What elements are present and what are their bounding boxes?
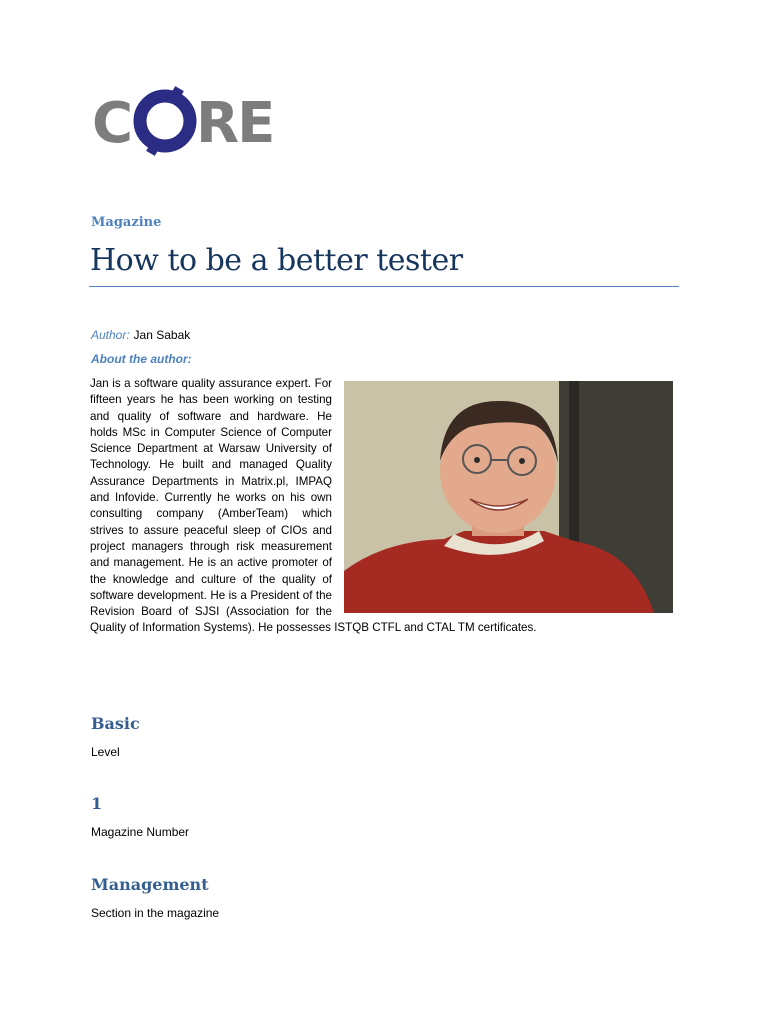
core-logo [92, 86, 282, 156]
article-title: How to be a better tester [90, 243, 463, 278]
logo-text-c: C [92, 91, 132, 156]
author-bio-text: Jan is a software quality assurance expert. For fifteen years he has been working on testing and quality of software and hardware. He holds MSc in Computer Science of Computer Science Department at Warsaw University of Technology. He built and managed Quality Assurance Departments in Matrix.pl, IMPAQ and Infovide. Currently he works on his own consulting company (AmberTeam) which strives to assure peaceful sleep of CIOs and project managers through risk measurement and management. He is an active promoter of the knowledge and culture of the quality of software development. He is a President of the Revision Board of SJSI (Association for the Quality of Information Systems). He possesses ISTQB CTFL and CTAL TM certificates. [90, 377, 537, 635]
author-photo [344, 381, 673, 613]
author-bio [90, 376, 676, 637]
magazine-number-label: Magazine Number [91, 825, 190, 839]
magazine-number-value: 1 [91, 794, 103, 813]
field-magazine-number [91, 794, 189, 839]
about-author-label: About the author: [91, 352, 192, 366]
author-label: Author: [91, 328, 130, 342]
magazine-kicker: Magazine [91, 215, 162, 230]
field-level [91, 714, 140, 759]
title-divider [89, 286, 679, 287]
logo-text-re: RE [196, 91, 274, 156]
author-name: Jan Sabak [133, 328, 191, 342]
level-label: Level [91, 745, 120, 759]
author-line [91, 328, 190, 342]
about-author-heading [91, 352, 192, 366]
logo-ring-icon [140, 86, 190, 156]
level-value: Basic [91, 714, 140, 733]
section-value: Management [91, 875, 209, 894]
field-section [91, 875, 219, 920]
section-label: Section in the magazine [91, 906, 220, 920]
